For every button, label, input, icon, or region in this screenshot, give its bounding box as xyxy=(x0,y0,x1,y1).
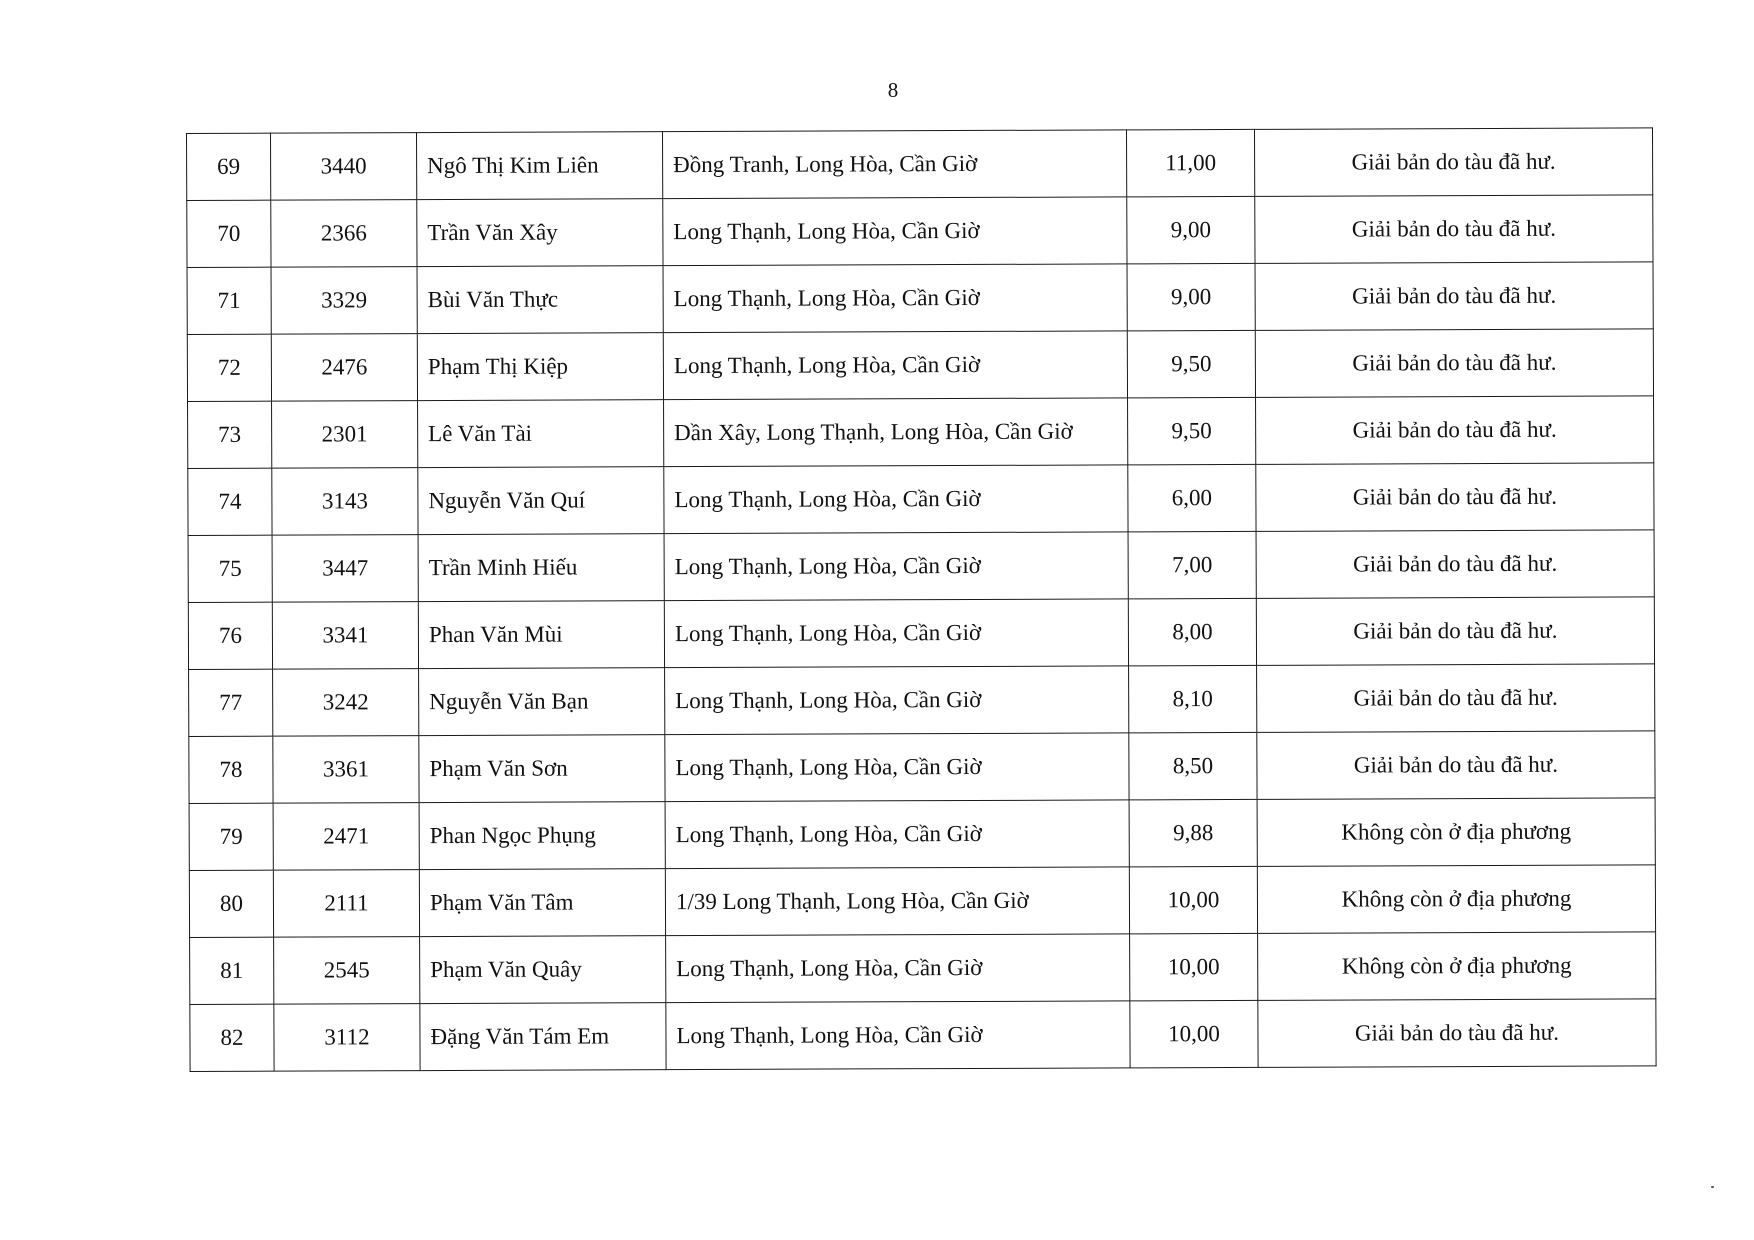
owner-name: Ngô Thị Kim Liên xyxy=(417,132,663,200)
owner-name: Trần Minh Hiếu xyxy=(418,534,664,602)
row-number: 73 xyxy=(188,401,272,468)
vessel-code: 3143 xyxy=(272,468,418,536)
numeric-value: 9,00 xyxy=(1127,263,1255,330)
owner-address: Long Thạnh, Long Hòa, Cần Giờ xyxy=(666,934,1130,1003)
row-number: 82 xyxy=(190,1004,274,1071)
row-number: 81 xyxy=(190,937,274,1004)
row-number: 71 xyxy=(187,267,271,334)
vessel-code: 2111 xyxy=(273,870,419,938)
numeric-value: 6,00 xyxy=(1128,464,1256,531)
owner-name: Phan Văn Mùi xyxy=(418,601,664,669)
owner-name: Phạm Văn Sơn xyxy=(419,735,665,803)
vessel-code: 3242 xyxy=(273,669,419,737)
remark: Giải bản do tàu đã hư. xyxy=(1258,999,1656,1068)
vessel-code: 2366 xyxy=(271,200,417,268)
vessel-code: 3341 xyxy=(272,602,418,670)
owner-address: Long Thạnh, Long Hòa, Cần Giờ xyxy=(665,800,1129,869)
scan-speck xyxy=(1711,1186,1714,1188)
owner-name: Bùi Văn Thực xyxy=(417,266,663,334)
row-number: 78 xyxy=(189,736,273,803)
owner-name: Nguyễn Văn Bạn xyxy=(419,668,665,736)
numeric-value: 10,00 xyxy=(1129,866,1257,933)
remark: Không còn ở địa phương xyxy=(1258,932,1656,1001)
remark: Giải bản do tàu đã hư. xyxy=(1256,530,1654,599)
numeric-value: 10,00 xyxy=(1130,933,1258,1000)
remark: Giải bản do tàu đã hư. xyxy=(1255,195,1653,264)
numeric-value: 11,00 xyxy=(1126,129,1254,196)
row-number: 80 xyxy=(189,870,273,937)
owner-address: Long Thạnh, Long Hòa, Cần Giờ xyxy=(665,733,1129,802)
row-number: 79 xyxy=(189,803,273,870)
vessel-code: 3440 xyxy=(271,133,417,201)
owner-address: Long Thạnh, Long Hòa, Cần Giờ xyxy=(664,599,1128,668)
table-row xyxy=(187,329,1653,402)
remark: Giải bản do tàu đã hư. xyxy=(1255,262,1653,331)
table-row xyxy=(188,463,1654,536)
vessel-code: 2476 xyxy=(271,334,417,402)
remark: Không còn ở địa phương xyxy=(1257,798,1655,867)
owner-address: 1/39 Long Thạnh, Long Hòa, Cần Giờ xyxy=(665,867,1129,936)
table-row xyxy=(189,865,1655,938)
page-number: 8 xyxy=(887,78,899,102)
table-row xyxy=(188,530,1654,603)
remark: Giải bản do tàu đã hư. xyxy=(1256,597,1654,666)
table-row xyxy=(188,396,1654,469)
row-number: 72 xyxy=(187,334,271,401)
owner-address: Long Thạnh, Long Hòa, Cần Giờ xyxy=(664,465,1128,534)
owner-address: Long Thạnh, Long Hòa, Cần Giờ xyxy=(663,197,1127,266)
table-row xyxy=(189,798,1655,871)
owner-name: Nguyễn Văn Quí xyxy=(418,467,664,535)
vessel-code: 3447 xyxy=(272,535,418,603)
owner-name: Đặng Văn Tám Em xyxy=(420,1003,666,1071)
table-row xyxy=(187,262,1653,335)
vessel-code: 3112 xyxy=(274,1004,420,1072)
vessel-code: 3329 xyxy=(271,267,417,335)
row-number: 76 xyxy=(188,602,272,669)
numeric-value: 9,50 xyxy=(1127,330,1255,397)
numeric-value: 8,00 xyxy=(1128,598,1256,665)
numeric-value: 9,50 xyxy=(1128,397,1256,464)
remark: Không còn ở địa phương xyxy=(1257,865,1655,934)
vessel-table-body xyxy=(187,128,1657,1072)
remark: Giải bản do tàu đã hư. xyxy=(1257,664,1655,733)
vessel-table xyxy=(186,127,1657,1072)
row-number: 77 xyxy=(189,669,273,736)
remark: Giải bản do tàu đã hư. xyxy=(1254,128,1652,197)
numeric-value: 10,00 xyxy=(1130,1000,1258,1067)
row-number: 75 xyxy=(188,535,272,602)
owner-address: Đồng Tranh, Long Hòa, Cần Giờ xyxy=(662,130,1126,199)
owner-name: Phạm Văn Quây xyxy=(420,936,666,1004)
remark: Giải bản do tàu đã hư. xyxy=(1257,731,1655,800)
remark: Giải bản do tàu đã hư. xyxy=(1255,329,1653,398)
row-number: 70 xyxy=(187,200,271,267)
table-row xyxy=(189,664,1655,737)
table-row xyxy=(187,195,1653,268)
owner-name: Lê Văn Tài xyxy=(418,400,664,468)
owner-address: Long Thạnh, Long Hòa, Cần Giờ xyxy=(663,264,1127,333)
remark: Giải bản do tàu đã hư. xyxy=(1256,396,1654,465)
vessel-code: 2471 xyxy=(273,803,419,871)
numeric-value: 9,00 xyxy=(1127,196,1255,263)
vessel-code: 3361 xyxy=(273,736,419,804)
remark: Giải bản do tàu đã hư. xyxy=(1256,463,1654,532)
owner-name: Phạm Thị Kiệp xyxy=(417,333,663,401)
vessel-code: 2545 xyxy=(274,937,420,1005)
table-row xyxy=(190,932,1656,1005)
owner-address: Long Thạnh, Long Hòa, Cần Giờ xyxy=(666,1001,1130,1070)
row-number: 69 xyxy=(187,133,271,200)
owner-address: Long Thạnh, Long Hòa, Cần Giờ xyxy=(663,331,1127,400)
table-row xyxy=(189,731,1655,804)
owner-name: Phạm Văn Tâm xyxy=(419,869,665,937)
table-row xyxy=(190,999,1656,1072)
owner-address: Long Thạnh, Long Hòa, Cần Giờ xyxy=(665,666,1129,735)
numeric-value: 9,88 xyxy=(1129,799,1257,866)
owner-address: Dần Xây, Long Thạnh, Long Hòa, Cần Giờ xyxy=(664,398,1128,467)
numeric-value: 8,10 xyxy=(1129,665,1257,732)
numeric-value: 7,00 xyxy=(1128,531,1256,598)
numeric-value: 8,50 xyxy=(1129,732,1257,799)
owner-address: Long Thạnh, Long Hòa, Cần Giờ xyxy=(664,532,1128,601)
row-number: 74 xyxy=(188,468,272,535)
vessel-code: 2301 xyxy=(272,401,418,469)
table-row xyxy=(187,128,1653,201)
owner-name: Trần Văn Xây xyxy=(417,199,663,267)
owner-name: Phan Ngọc Phụng xyxy=(419,802,665,870)
table-row xyxy=(188,597,1654,670)
